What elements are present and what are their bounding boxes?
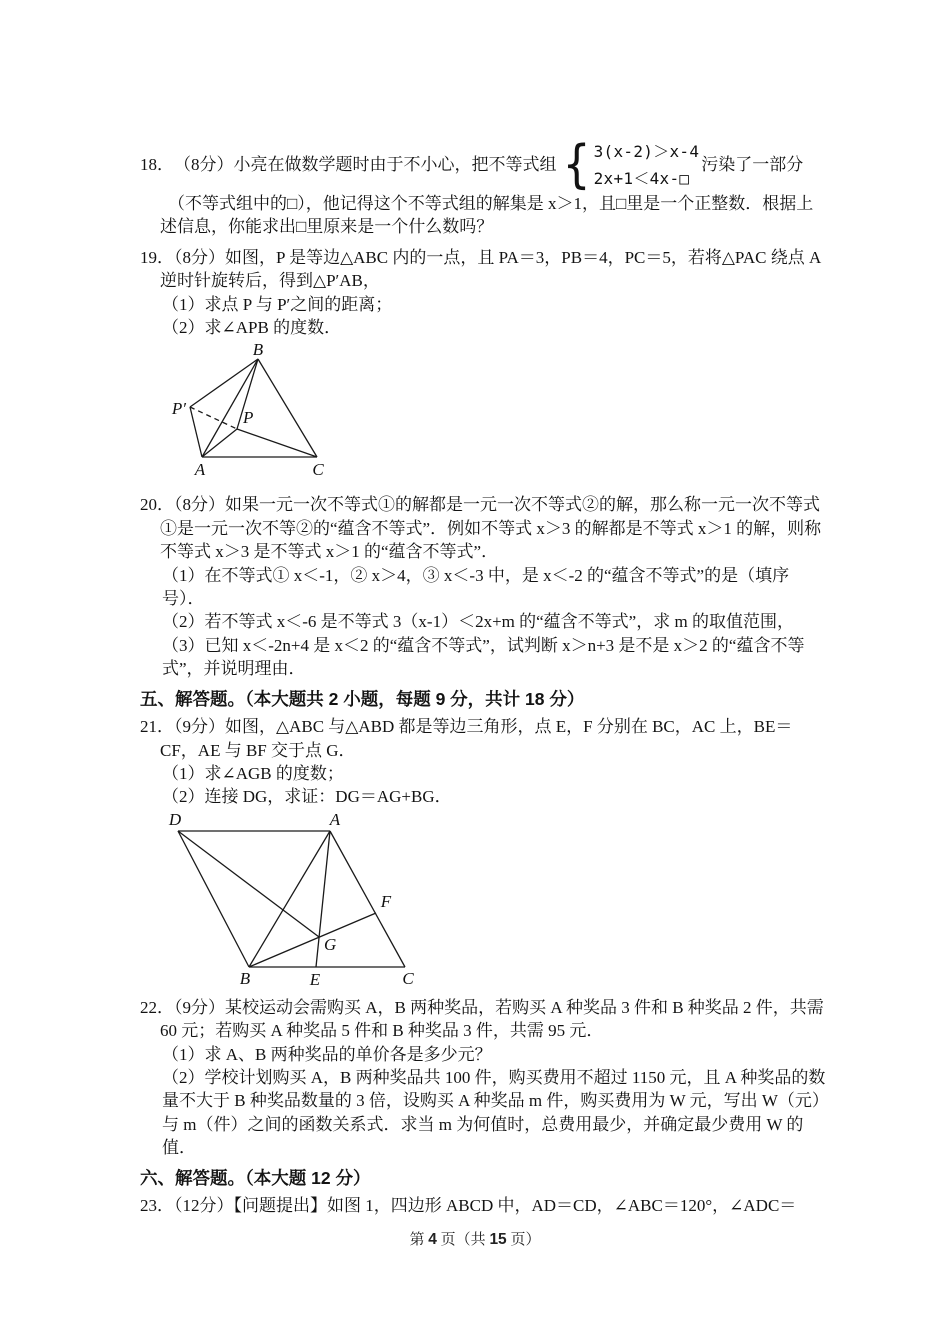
question-21 [140,715,826,989]
question-18-number: 18． [140,155,174,175]
question-23-number: 23． [140,1195,174,1215]
question-22-number: 22． [140,997,174,1017]
question-23-text: （12分）【问题提出】如图 1，四边形 ABCD 中，AD＝CD，∠ABC＝120°，∠ADC＝ [174,1195,797,1215]
page-footer [0,1228,950,1249]
footer-mid: 页（共 [436,1232,490,1248]
edge-bf [249,913,376,967]
question-18-intro: （8分）小亮在做数学题时由于不小心，把不等式组 [174,155,557,175]
label-f: F [380,891,392,911]
question-20-text: （8分）如果一元一次不等式①的解都是一元一次不等式②的解，那么称一元一次不等式①是一元一次不等②的“蕴含不等式”．例如不等式 x＞3 的解都是不等式 x＞1 的解，则称不等式 x＞3 是不等式 x＞1 的“蕴含不等式”． [160,495,822,562]
question-19-item-2: （2）求∠APB 的度数． [162,318,342,338]
label-b: B [239,968,251,988]
label-p: P [243,408,254,428]
edge-pc [237,429,317,457]
inequality-system [594,138,700,192]
question-20-item-3: （3）已知 x＜-2n+4 是 x＜2 的“蕴含不等式”，试判断 x＞n+3 是不是 x＞2 的“蕴含不等式”，并说明理由． [162,635,805,679]
question-21-item-2: （2）连接 DG，求证：DG＝AG+BG． [162,787,452,807]
question-20-number: 20． [140,495,174,515]
edge-db [178,831,249,967]
question-21-number: 21． [140,717,174,737]
label-e: E [309,969,321,989]
label-b: B [252,344,264,360]
question-19-number: 19． [140,247,174,267]
inequality-line-2: 2x+1＜4x-□ [593,169,690,188]
question-20-item-1: （1）在不等式① x＜-1，② x＞4，③ x＜-3 中，是 x＜-2 的“蕴含不等式”的是（填序号）． [162,565,790,609]
section-six-header: 六、解答题。（本大题 12 分） [140,1167,371,1188]
question-20-main [140,493,826,563]
question-22-text: （9分）某校运动会需购买 A，B 两种奖品，若购买 A 种奖品 3 件和 B 种奖品 2 件，共需 60 元；若购买 A 种奖品 5 件和 B 种奖品 3 件，共需 95 元． [160,997,824,1041]
question-21-main [140,715,826,762]
question-18-body: （不等式组中的□），他记得这个不等式组的解集是 x＞1，且□里是一个正整数．根据上述信息，你能求出□里原来是一个什么数吗？ [160,194,814,237]
question-18-first-line [140,135,826,195]
edge-pprime-b [190,359,258,407]
exam-content [140,135,826,1224]
figure-equilateral-triangles-abcd [165,813,427,989]
label-d: D [168,812,182,829]
edge-ac [330,831,405,967]
edge-pprime-a [190,407,202,457]
inequality-line-1: 3(x-2)＞x-4 [593,142,700,161]
label-p-prime: P′ [171,399,186,419]
figure-rotated-triangle-pabc [160,344,352,486]
question-19-text: （8分）如图，P 是等边△ABC 内的一点，且 PA＝3，PB＝4，PC＝5，若将△PAC 绕点 A 逆时针旋转后，得到△P′AB， [160,247,821,291]
question-20 [140,493,826,680]
question-21-item-1: （1）求∠AGB 的度数； [162,763,344,783]
footer-prefix: 第 [409,1232,429,1248]
question-22-main [140,996,826,1043]
question-23-main [140,1194,826,1217]
question-19-main [140,246,826,293]
section-five-header: 五、解答题。（本大题共 2 小题，每题 9 分，共计 18 分） [140,688,585,709]
label-a: A [329,812,341,829]
question-18-after-system: 污染了一部分 [701,155,804,175]
label-g: G [324,934,337,954]
system-brace: { [561,135,591,195]
question-19-item-1: （1）求点 P 与 P′之间的距离； [162,294,393,314]
edge-pprime-p-dashed [190,407,237,429]
question-22-item-1: （1）求 A、B 两种奖品的单价各是多少元？ [162,1044,492,1064]
question-19 [140,246,826,487]
question-23 [140,1194,826,1217]
footer-page-number: 4 [428,1231,437,1248]
question-18 [140,135,826,239]
label-c: C [402,968,414,988]
label-a: A [194,460,206,480]
label-c: C [312,460,324,480]
footer-suffix: 页） [506,1232,541,1248]
question-21-text: （9分）如图，△ABC 与△ABD 都是等边三角形，点 E，F 分别在 BC，AC 上，BE＝CF，AE 与 BF 交于点 G． [160,717,793,760]
question-22 [140,996,826,1160]
edge-bc [258,359,317,457]
edge-pa [202,429,237,457]
question-22-item-2: （2）学校计划购买 A，B 两种奖品共 100 件，购买费用不超过 1150 元，且 A 种奖品的数量不大于 B 种奖品数量的 3 倍，设购买 A 种奖品 m 件，购买费用为 W 元，写出 W（元）与 m（件）之间的函数关系式．求当 m 为何值时，总费用最少，并确定最少费用 W 的值． [162,1067,826,1158]
question-20-item-2: （2）若不等式 x＜-6 是不等式 3（x-1）＜2x+m 的“蕴含不等式”，求 m 的取值范围， [162,612,794,632]
footer-total-pages: 15 [489,1231,507,1248]
